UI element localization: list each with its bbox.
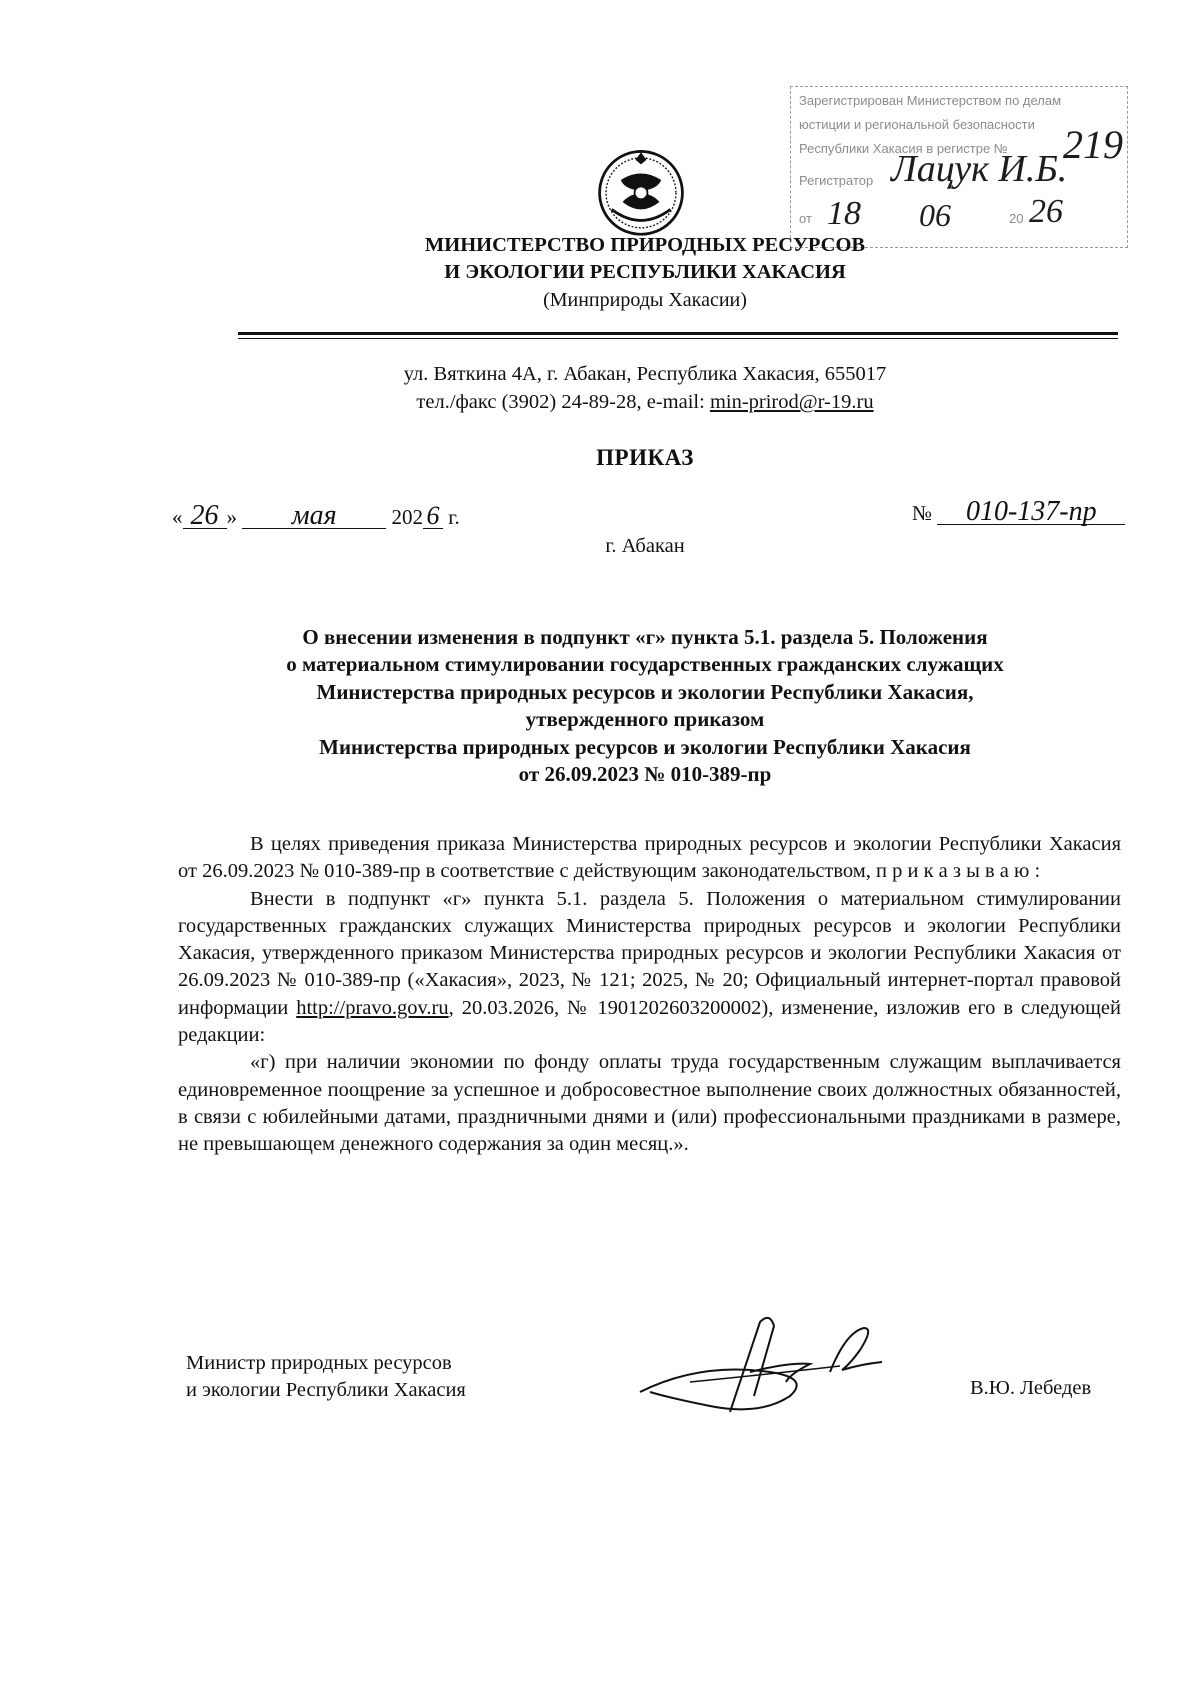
signatory-title (186, 1350, 466, 1404)
stamp-line-2: юстиции и региональной безопасности (799, 117, 1035, 132)
date-year-prefix: 202 (391, 505, 423, 529)
email-link[interactable]: min-prirod@r-19.ru (709, 391, 874, 413)
ministry-address: ул. Вяткина 4А, г. Абакан, Республика Хакасия, 655017 (403, 363, 887, 385)
coat-of-arms-emblem (595, 145, 687, 237)
stamp-line-5: от (799, 211, 812, 226)
contacts-phone: тел./факс (3902) 24-89-28, e-mail: (416, 391, 710, 413)
order-body (178, 831, 1121, 1159)
stamp-registrar-signature: Лацук И.Б. (891, 148, 1068, 190)
signatory-title-line-1: Министр природных ресурсов (186, 1352, 452, 1374)
stamp-line-1: Зарегистрирован Министерством по делам (799, 93, 1062, 108)
stamp-line-3: Республики Хакасия в регистре № (799, 141, 1008, 156)
order-number (912, 496, 1125, 527)
stamp-date-year: 26 (1029, 193, 1063, 230)
header-divider-thick (238, 332, 1118, 335)
ministry-contacts (0, 388, 1200, 416)
stamp-date-day: 18 (827, 195, 861, 232)
signatory-name: В.Ю. Лебедев (970, 1377, 1092, 1399)
order-date (172, 500, 460, 531)
order-subject (200, 624, 1090, 788)
date-month: мая (242, 504, 386, 529)
header-divider-thin (238, 338, 1118, 339)
date-year-digit: 6 (423, 504, 443, 529)
amendment-text: Внести в подпункт «г» пункта 5.1. раздела 5. Положения о материальном стимулировании государственных гражданских служащих Министерства природных ресурсов и экологии Республики Хакасия, утвержденного приказом Министерства природных ресурсов и экологии Республики Хакасия от 26.09.2023 № 010-389-пр («Хакасия», 2023, № 121; 2025, № 20; Официальный интернет-портал правовой информации (178, 887, 1121, 1019)
subject-line: утвержденного приказом (525, 707, 765, 732)
date-day: 26 (183, 504, 227, 529)
number-value: 010-137-пр (937, 500, 1125, 525)
subject-line: о материальном стимулировании государственных гражданских служащих (286, 652, 1004, 677)
ministry-short-name: (Минприроды Хакасии) (543, 289, 747, 311)
date-open-quote: « (172, 505, 183, 529)
subject-line: от 26.09.2023 № 010-389-пр (518, 762, 772, 787)
stamp-line-4: Регистратор (799, 173, 874, 188)
date-year-suffix: г. (443, 505, 460, 529)
ministry-name-line-2: И ЭКОЛОГИИ РЕСПУБЛИКИ ХАКАСИЯ (444, 261, 846, 283)
registration-stamp (790, 86, 1128, 248)
pravo-gov-link[interactable]: http://pravo.gov.ru (296, 996, 449, 1019)
amendment-text-end: , 20.03.2026, № 1901202603200002), изменение, изложив его в следующей редакции: (178, 996, 1121, 1047)
subject-line: Министерства природных ресурсов и экологии Республики Хакасия (319, 734, 971, 759)
stamp-date-month: 06 (919, 197, 951, 233)
signatory-title-line-2: и экологии Республики Хакасия (186, 1379, 466, 1401)
body-paragraph-amendment (178, 886, 1121, 1050)
date-close-quote: » (226, 505, 237, 529)
body-paragraph-new-wording: «г) при наличии экономии по фонду оплаты труда государственным служащим выплачивается единовременное поощрение за успешное и добросовестное выполнение своих должностных обязанностей, в связи с юбилейными датами, праздничными днями и (или) профессиональными праздниками в размере, не превышающем денежного содержания за один месяц.». (178, 1051, 1121, 1156)
order-city: г. Абакан (605, 535, 685, 557)
stamp-year-prefix: 20 (1009, 211, 1024, 226)
subject-line: О внесении изменения в подпункт «г» пункта 5.1. раздела 5. Положения (302, 625, 988, 649)
body-paragraph-preamble: В целях приведения приказа Министерства природных ресурсов и экологии Республики Хакасия от 26.09.2023 № 010-389-пр в соответствие с действующим законодательством, п р и к а з ы в а ю : (178, 833, 1121, 883)
stamp-registration-number: 219 (1063, 122, 1123, 167)
number-sign: № (912, 501, 933, 525)
document-title: ПРИКАЗ (596, 445, 694, 470)
ministry-name-line-1: МИНИСТЕРСТВО ПРИРОДНЫХ РЕСУРСОВ (424, 234, 866, 256)
subject-line: Министерства природных ресурсов и экологии Республики Хакасия, (316, 679, 974, 704)
handwritten-signature (630, 1312, 920, 1422)
